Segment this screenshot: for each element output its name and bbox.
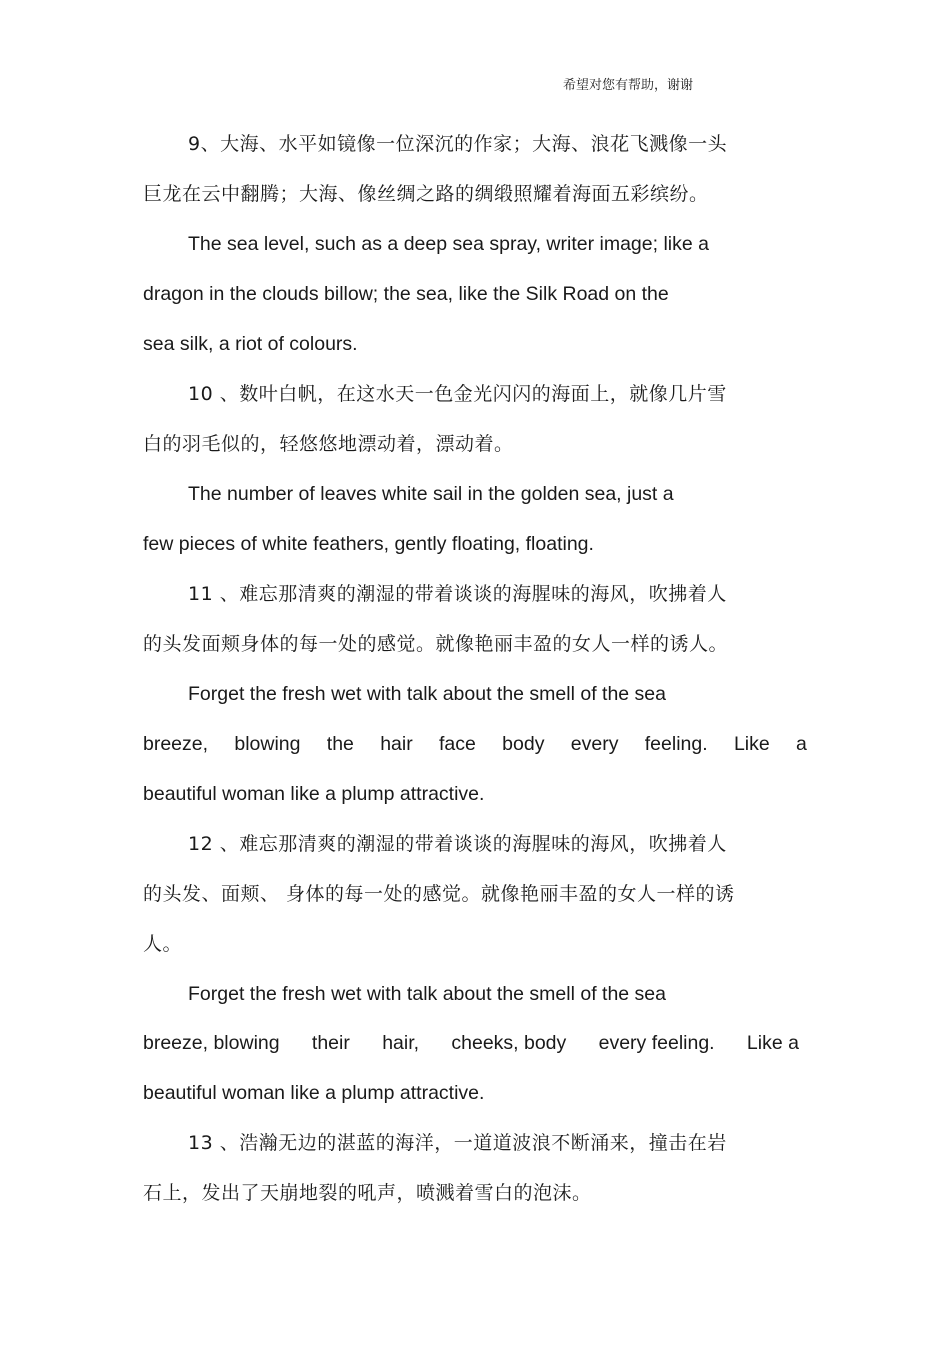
word: cheeks, body bbox=[451, 1032, 567, 1054]
word: breeze, bbox=[143, 733, 209, 755]
word: every feeling. bbox=[598, 1032, 715, 1054]
paragraph-11-cn-line-2: 的头发面颊身体的每一处的感觉。就像艳丽丰盈的女人一样的诱人。 bbox=[143, 633, 729, 655]
word: blowing bbox=[234, 733, 301, 755]
word: the bbox=[326, 733, 354, 755]
word: a bbox=[796, 733, 807, 755]
word: breeze, blowing bbox=[143, 1032, 280, 1054]
paragraph-12-cn-line-2: 的头发、面颊、 身体的每一处的感觉。就像艳丽丰盈的女人一样的诱 bbox=[143, 883, 735, 905]
paragraph-11-cn-line-1: 11 、难忘那清爽的潮湿的带着谈谈的海腥味的海风，吹拂着人 bbox=[188, 583, 727, 605]
paragraph-9-en-line-1: The sea level, such as a deep sea spray, writer image; like a bbox=[188, 233, 709, 255]
paragraph-9-en-line-3: sea silk, a riot of colours. bbox=[143, 333, 358, 355]
paragraph-12-en-line-3: beautiful woman like a plump attractive. bbox=[143, 1082, 485, 1104]
word: body bbox=[502, 733, 545, 755]
paragraph-11-en-line-2 bbox=[143, 731, 807, 757]
paragraph-9-cn-line-1: 9、大海、水平如镜像一位深沉的作家；大海、浪花飞溅像一头 bbox=[188, 133, 728, 155]
paragraph-13-cn-line-1: 13 、浩瀚无边的湛蓝的海洋，一道道波浪不断涌来，撞击在岩 bbox=[188, 1132, 727, 1154]
paragraph-10-cn-line-1: 10 、数叶白帆，在这水天一色金光闪闪的海面上，就像几片雪 bbox=[188, 383, 727, 405]
paragraph-9-en-line-2: dragon in the clouds billow; the sea, like the Silk Road on the bbox=[143, 283, 669, 305]
word: hair, bbox=[382, 1032, 420, 1054]
word: every bbox=[570, 733, 619, 755]
word: face bbox=[439, 733, 476, 755]
word: Like bbox=[733, 733, 770, 755]
paragraph-10-cn-line-2: 白的羽毛似的，轻悠悠地漂动着，漂动着。 bbox=[143, 433, 514, 455]
paragraph-9-cn-line-2: 巨龙在云中翻腾；大海、像丝绸之路的绸缎照耀着海面五彩缤纷。 bbox=[143, 183, 709, 205]
word: feeling. bbox=[644, 733, 708, 755]
word: Like a bbox=[746, 1032, 799, 1054]
paragraph-12-en-line-2 bbox=[143, 1030, 799, 1056]
paragraph-11-en-line-3: beautiful woman like a plump attractive. bbox=[143, 783, 485, 805]
paragraph-12-cn-line-3: 人。 bbox=[143, 933, 183, 955]
paragraph-10-en-line-2: few pieces of white feathers, gently floating, floating. bbox=[143, 533, 594, 555]
paragraph-12-cn-line-1: 12 、难忘那清爽的潮湿的带着谈谈的海腥味的海风，吹拂着人 bbox=[188, 833, 727, 855]
paragraph-13-cn-line-2: 石上，发出了天崩地裂的吼声，喷溅着雪白的泡沫。 bbox=[143, 1182, 592, 1204]
page-header: 希望对您有帮助，谢谢 bbox=[563, 78, 694, 93]
paragraph-11-en-line-1: Forget the fresh wet with talk about the smell of the sea bbox=[188, 683, 666, 705]
word: their bbox=[311, 1032, 350, 1054]
word: hair bbox=[380, 733, 413, 755]
paragraph-12-en-line-1: Forget the fresh wet with talk about the smell of the sea bbox=[188, 983, 666, 1005]
paragraph-10-en-line-1: The number of leaves white sail in the golden sea, just a bbox=[188, 483, 674, 505]
